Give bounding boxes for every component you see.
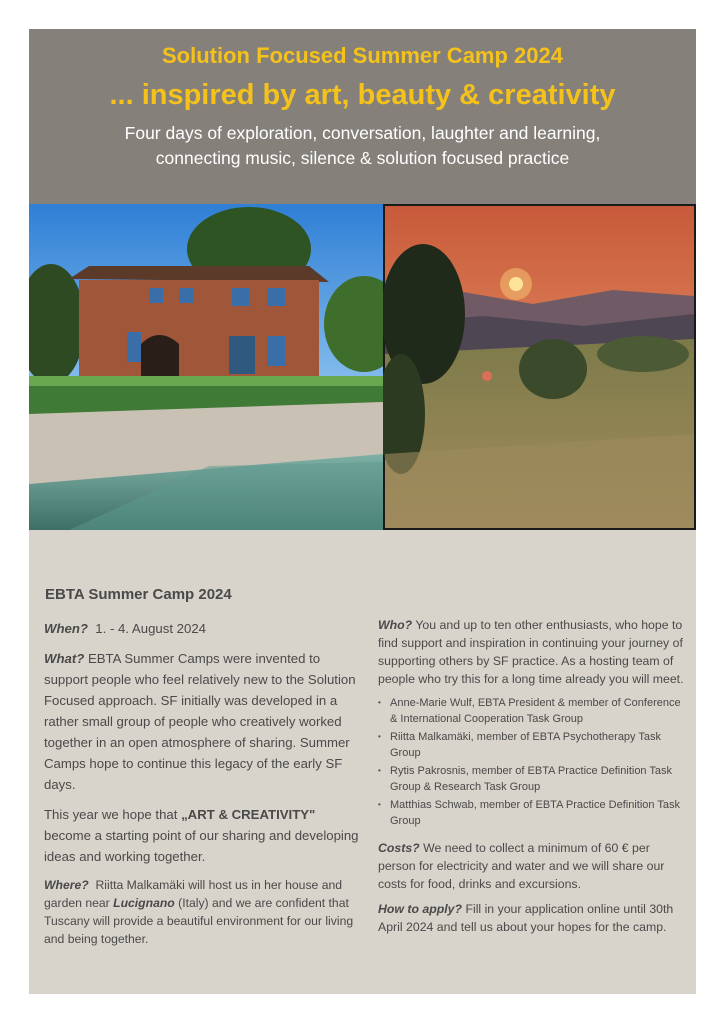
costs-text: We need to collect a minimum of 60 € per person for electricity and water and we will share our costs for food, drinks and excursions. [378, 841, 665, 891]
where-place: Lucignano [113, 896, 175, 910]
who-label: Who? [378, 618, 413, 632]
what-text: EBTA Summer Camps were invented to support people who feel relatively new to the Solution Focused approach. SF initially was developed in a rather small group of people who creatively worked together in an open atmosphere of sharing. Summer Camps hope to continue this legacy of the early SF days. [44, 651, 356, 792]
team-list [378, 695, 688, 829]
team-member: • Rytis Pakrosnis, member of EBTA Practice Definition Task Group & Research Task Group [378, 763, 688, 795]
right-column [378, 616, 688, 943]
apply-text: Fill in your application online until 30th April 2024 and tell us about your hopes for the camp. [378, 902, 674, 934]
when-label: When? [44, 621, 88, 636]
where-text-2: (Italy) and we are confident that Tuscany will provide a beautiful environment for our living and being together. [44, 896, 354, 946]
team-member: • Riitta Malkamäki, member of EBTA Psychotherapy Task Group [378, 729, 688, 761]
title-line-2: ... inspired by art, beauty & creativity [109, 79, 616, 111]
apply-label: How to apply? [378, 902, 463, 916]
subtitle [29, 121, 696, 171]
sunset-photo [383, 204, 696, 530]
subtitle-line-1: Four days of exploration, conversation, laughter and learning, [124, 123, 601, 143]
subtitle-line-2: connecting music, silence & solution focused practice [155, 148, 570, 168]
this-year-paragraph [44, 804, 359, 867]
who-paragraph [378, 616, 688, 688]
when-paragraph [44, 618, 359, 639]
who-text: You and up to ten other enthusiasts, who hope to find support and inspiration in continuing your journey of supporting others by SF practice. As a hosting team of people who try this for a long time already you will meet. [378, 618, 684, 686]
what-paragraph [44, 648, 359, 795]
where-paragraph [44, 876, 359, 948]
this-year-after: become a starting point of our sharing and developing ideas and working together. [44, 828, 359, 864]
where-label: Where? [44, 878, 89, 892]
villa-photo [29, 204, 383, 530]
when-text: 1. - 4. August 2024 [95, 621, 206, 636]
costs-paragraph [378, 839, 688, 893]
costs-label: Costs? [378, 841, 420, 855]
left-column [44, 618, 359, 957]
this-year-highlight: „ART & CREATIVITY" [181, 807, 316, 822]
content-panel [29, 530, 696, 994]
what-label: What? [44, 651, 85, 666]
team-member: • Anne-Marie Wulf, EBTA President & member of Conference & International Cooperation Task Group [378, 695, 688, 727]
apply-paragraph [378, 900, 688, 936]
title-line-1: Solution Focused Summer Camp 2024 [162, 43, 563, 68]
this-year-before: This year we hope that [44, 807, 182, 822]
team-member: • Matthias Schwab, member of EBTA Practice Definition Task Group [378, 797, 688, 829]
header-banner [29, 29, 696, 204]
where-text-1: Riitta Malkamäki will host us in her house and garden near [44, 878, 343, 910]
section-title: EBTA Summer Camp 2024 [45, 586, 232, 603]
